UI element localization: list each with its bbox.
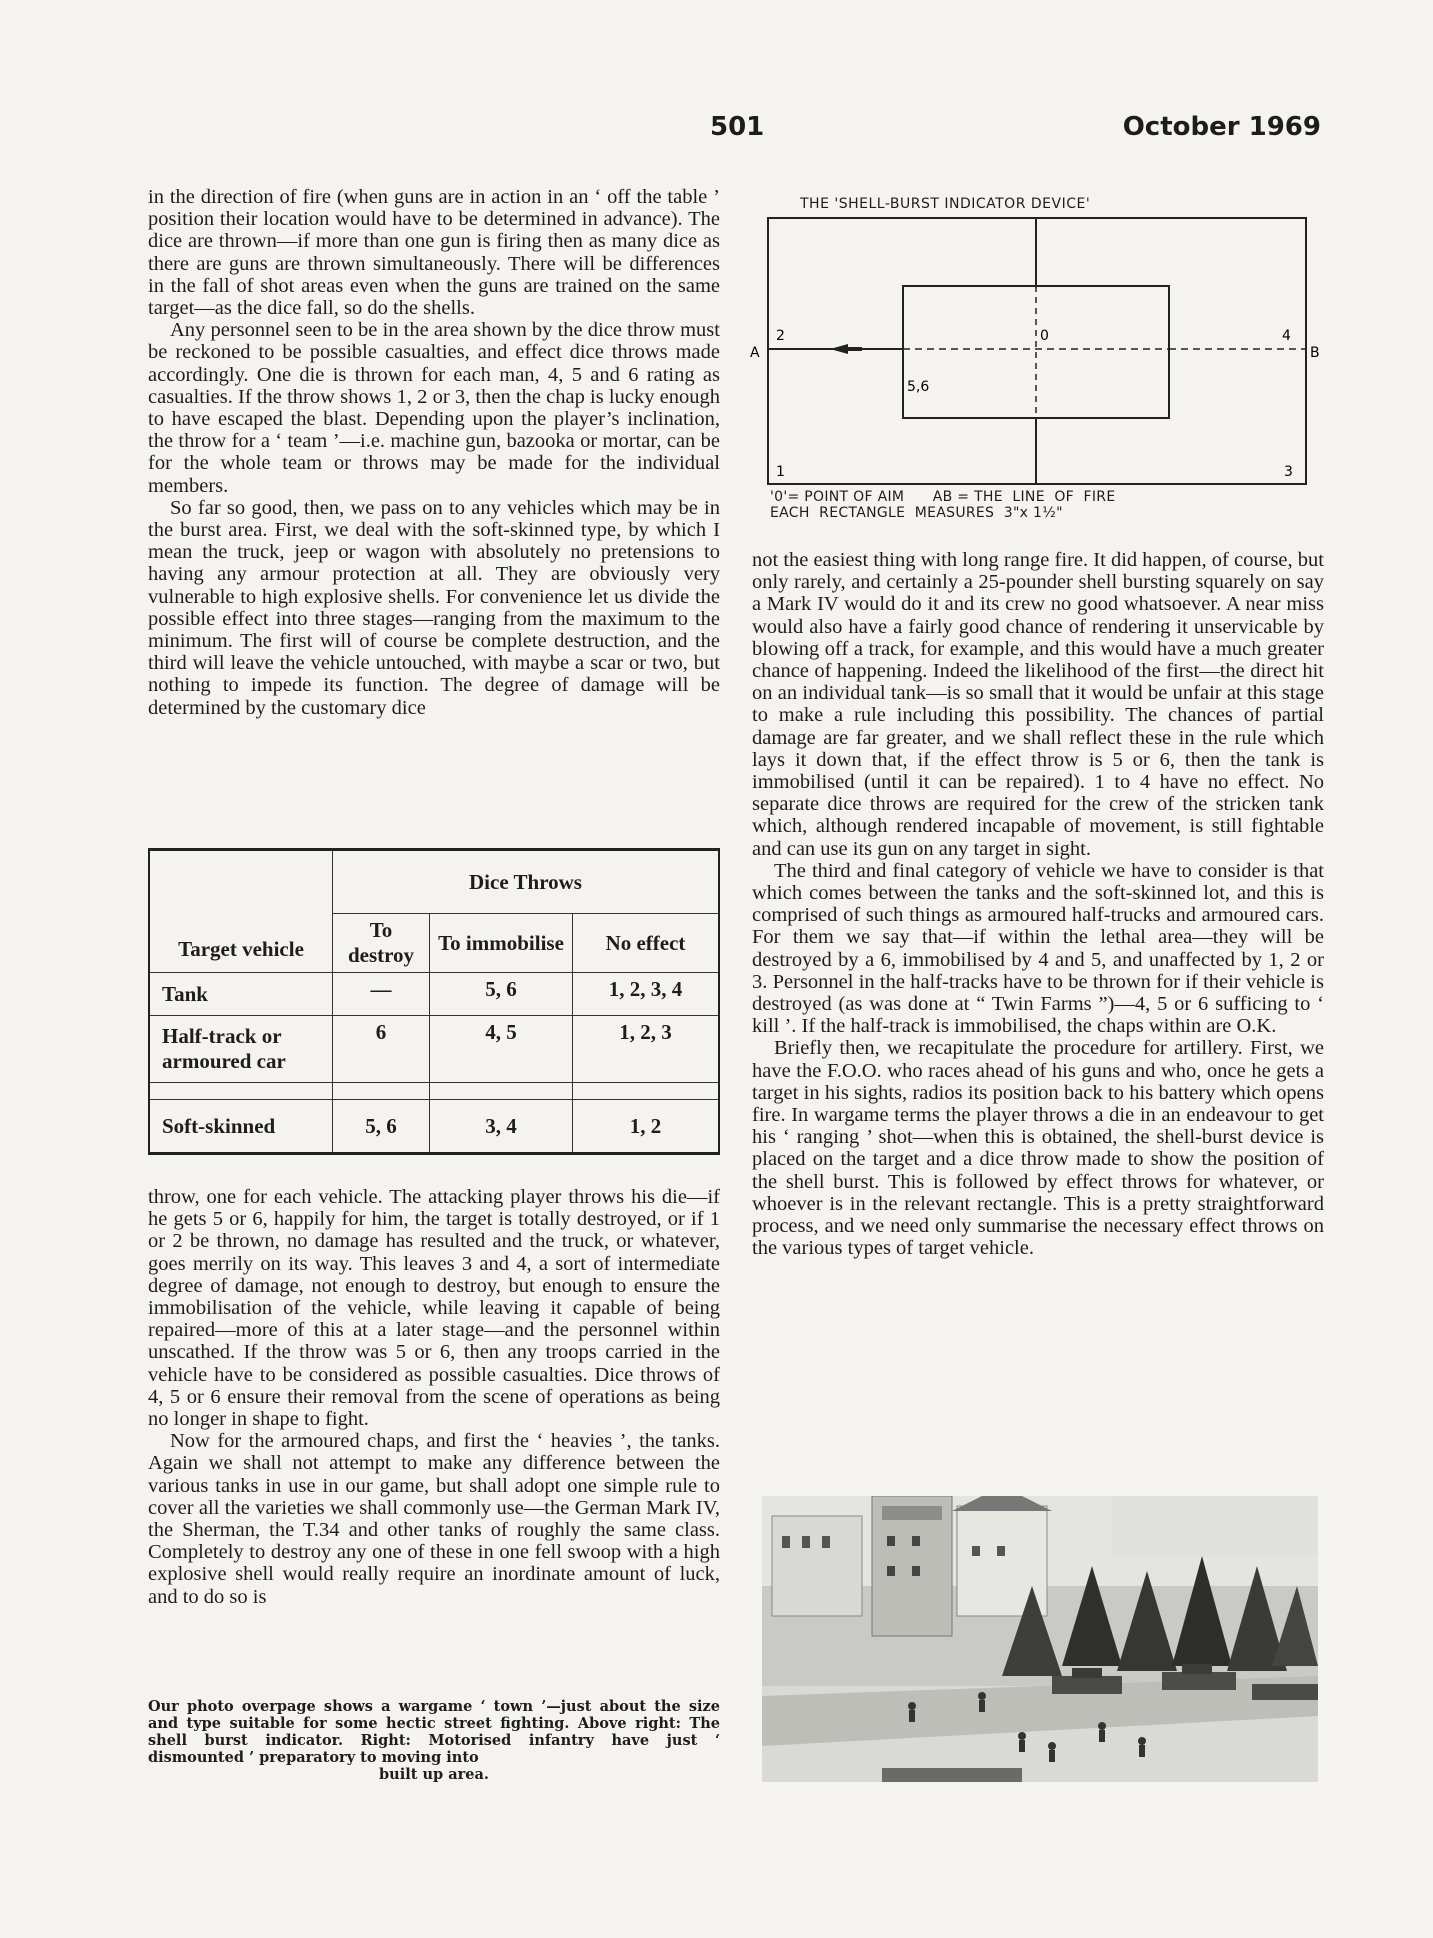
- row-immobilise: 5, 6: [430, 973, 573, 1016]
- label-a: A: [750, 345, 760, 361]
- paragraph: The third and final category of vehicle we have to consider is that which comes between the tanks and the soft-skinned lot, and this is comprised of such things as armoured half-trucks and armoured cars. For them we say that—if within the lethal area—they will be destroyed by a 6, immobilised by 4 and 5, and unaffected by 1, 2 or 3. Personnel in the half-tracks have to be thrown for if their vehicle is destroyed (as was done at “ Twin Farms ”)—4, 5 or 6 sufficing to ‘ kill ’. If the half-track is immobilised, the chaps within are O.K.: [752, 859, 1324, 1038]
- row-no-effect: 1, 2, 3: [573, 1016, 720, 1083]
- paragraph: Now for the armoured chaps, and first the ‘ heavies ’, the tanks. Again we shall not attempt to make any difference between the various tanks in use in our game, but shall adopt one simple rule to cover all the varieties we shall commonly use—the German Mark IV, the Sherman, the T.34 and other tanks of roughly the same class. Completely to destroy any one of these in one fell swoop with a high explosive shell would really require an inordinate amount of luck, and to do so is: [148, 1430, 720, 1608]
- row-immobilise: 3, 4: [430, 1100, 573, 1154]
- row-immobilise: 4, 5: [430, 1016, 573, 1083]
- paragraph: Any personnel seen to be in the area shown by the dice throw must be reckoned to be possible casualties, and effect dice throws made accordingly. One die is thrown for each man, 4, 5 and 6 rating as casualties. If the throw shows 1, 2 or 3, then the chap is lucky enough to have escaped the blast. Depending upon the player’s inclination, the throw for a ‘ team ’—i.e. machine gun, bazooka or mortar, can be for the whole team or throws may be made for the individual members.: [148, 319, 720, 497]
- row-destroy: 6: [333, 1016, 430, 1083]
- issue-date: October 1969: [1122, 112, 1321, 142]
- header-no-effect: No effect: [573, 914, 720, 973]
- label-1: 1: [776, 464, 785, 480]
- header-to-destroy: To destroy: [333, 914, 430, 973]
- arrowhead-icon: [830, 344, 848, 354]
- label-3: 3: [1284, 464, 1293, 480]
- row-no-effect: 1, 2, 3, 4: [573, 973, 720, 1016]
- photo-caption: [148, 1698, 720, 1783]
- diagram-caption-line: '0'= POINT OF AIM AB = THE LINE OF FIRE: [770, 489, 1116, 505]
- paragraph: in the direction of fire (when guns are in action in an ‘ off the table ’ position their location would have to be determined in advance). The dice are thrown—if more than one gun is firing then as many dice as there are guns are thrown simultaneously. There will be differences in the fall of shot areas even when the guns are trained on the same target—as the dice fall, so do the shells.: [148, 186, 720, 320]
- page-number: 501: [710, 112, 765, 142]
- paragraph: Briefly then, we recapitulate the procedure for artillery. First, we have the F.O.O. who races ahead of his guns and who, once he gets a target in his sights, radios its position back to his battery which opens fire. In wargame terms the player throws a die in an endeavour to get his ‘ ranging ’ shot—when this is obtained, the shell-burst device is placed on the target and a dice throw made to show the position of the shell burst. This is followed by effect throws for whatever, or whoever is in the relevant rectangle. This is a pretty straightforward process, and we need only summarise the necessary effect throws on the various types of target vehicle.: [752, 1037, 1324, 1260]
- row-vehicle: Half-track or armoured car: [149, 1016, 333, 1083]
- paragraph: not the easiest thing with long range fire. It did happen, of course, but only rarely, and certainly a 25-pounder shell bursting squarely on say a Mark IV would do it and its crew no good whatsoever. A near miss would also have a fairly good chance of rendering it unservicable by blowing off a track, for example, and this would have a much greater chance of happening. Indeed the likelihood of the first—the direct hit on an individual tank—is so small that it would be unfair at this stage to make a rule including this possibility. The chances of partial damage are far greater, and we shall reflect these in the rule which lays it down that, if the effect throw is 5 or 6, then the tank is immobilised (until it can be repaired). 1 to 4 have no effect. No separate dice throws are required for the crew of the stricken tank which, although rendered incapable of movement, is still fightable and can use its gun on any target in sight.: [752, 549, 1324, 860]
- paragraph: throw, one for each vehicle. The attacking player throws his die—if he gets 5 or 6, happily for him, the target is totally destroyed, or if 1 or 2 be thrown, no damage has resulted and the truck, or whatever, goes merrily on its way. This leaves 3 and 4, a sort of intermediate degree of damage, not enough to destroy, but enough to ensure the immobilisation of the vehicle, while leaving it capable of being repaired—more of this at a later stage—and the personnel within unscathed. If the throw was 5 or 6, then any troops carried in the vehicle have to be considered as possible casualties. Dice throws of 4, 5 or 6 ensure their removal from the scene of operations as being no longer in shape to fight.: [148, 1186, 720, 1431]
- label-4: 4: [1282, 328, 1291, 344]
- header-dice-throws: Dice Throws: [333, 850, 720, 914]
- diagram-caption-line: EACH RECTANGLE MEASURES 3"x 1½": [770, 505, 1063, 521]
- header-to-immobilise: To immobilise: [430, 914, 573, 973]
- table-row: [149, 973, 719, 1016]
- left-column-upper: [148, 186, 720, 719]
- label-5-6: 5,6: [907, 379, 930, 395]
- diagram-title: THE 'SHELL-BURST INDICATOR DEVICE': [800, 196, 1091, 212]
- diagram-caption: [770, 489, 1115, 521]
- row-no-effect: 1, 2: [573, 1100, 720, 1154]
- caption-last-line: built up area.: [379, 1766, 489, 1783]
- paragraph: So far so good, then, we pass on to any vehicles which may be in the burst area. First, we deal with the soft-skinned type, by which I mean the truck, jeep or wagon with absolutely no pretensions to having any armour protection at all. They are obviously very vulnerable to high explosive shells. For convenience let us divide the possible effect into three stages—ranging from the maximum to the minimum. The first will of course be complete destruction, and the third will leave the vehicle untouched, with maybe a scar or two, but nothing to impede its function. The degree of damage will be determined by the customary dice: [148, 496, 720, 719]
- shell-burst-indicator-diagram: [750, 210, 1320, 490]
- table-row: [149, 1100, 719, 1154]
- label-2: 2: [776, 328, 785, 344]
- row-destroy: —: [333, 973, 430, 1016]
- table-row: [149, 1016, 719, 1083]
- right-column: [752, 549, 1324, 1260]
- row-vehicle: Soft-skinned: [149, 1100, 333, 1154]
- wargame-town-photo: [762, 1496, 1318, 1782]
- label-b: B: [1310, 345, 1320, 361]
- label-0: 0: [1040, 328, 1049, 344]
- caption-text: Our photo overpage shows a wargame ‘ town ’—just about the size and type suitable for some hectic street fighting. Above right: The shell burst indicator. Right: Motorised infantry have just ‘ dismounted ’ preparatory to moving into: [148, 1698, 720, 1766]
- dice-throws-table: [148, 848, 720, 1155]
- left-column-lower: [148, 1186, 720, 1608]
- row-vehicle: Tank: [149, 973, 333, 1016]
- row-destroy: 5, 6: [333, 1100, 430, 1154]
- header-target-vehicle: Target vehicle: [149, 850, 333, 973]
